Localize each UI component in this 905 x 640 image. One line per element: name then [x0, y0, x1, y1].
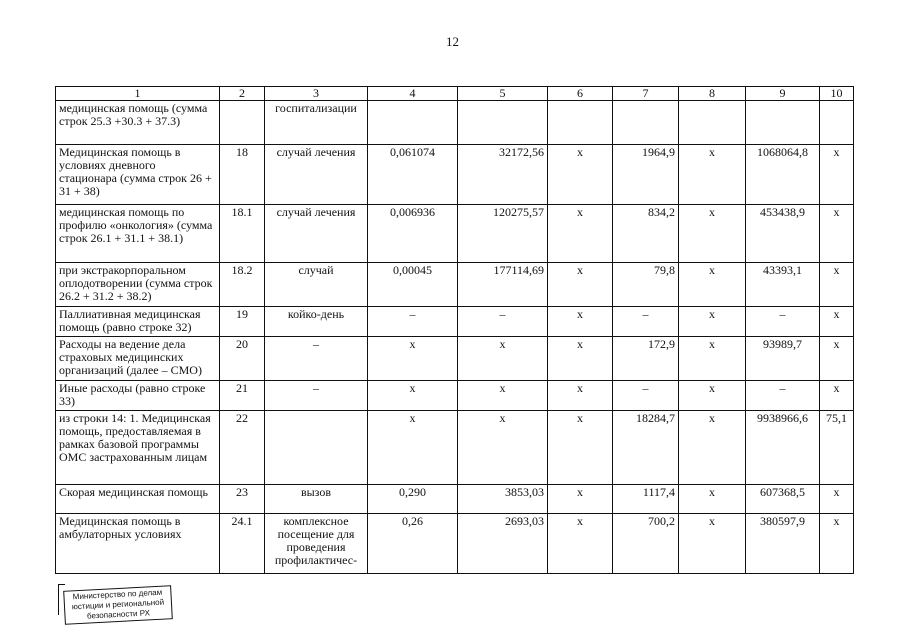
- table-cell: Медицинская помощь в условиях дневного стационара (сумма строк 26 + 31 + 38): [56, 145, 220, 205]
- table-cell: х: [679, 411, 746, 485]
- table-cell: 1068064,8: [746, 145, 820, 205]
- table-cell: х: [368, 381, 458, 411]
- table-cell: х: [548, 205, 613, 263]
- table-cell: х: [548, 381, 613, 411]
- table-cell: 43393,1: [746, 263, 820, 307]
- table-cell: [548, 101, 613, 145]
- table-cell: –: [613, 307, 679, 337]
- table-cell: х: [548, 263, 613, 307]
- data-table: [55, 86, 854, 574]
- table-cell: –: [265, 381, 368, 411]
- table-cell: Расходы на ведение дела страховых медицинских организаций (далее – СМО): [56, 337, 220, 381]
- table-cell: –: [746, 381, 820, 411]
- table-cell: х: [679, 145, 746, 205]
- table-cell: Иные расходы (равно строке 33): [56, 381, 220, 411]
- table-cell: 22: [220, 411, 265, 485]
- table-cell: комплексное посещение для проведения профилактичес-: [265, 514, 368, 574]
- table-cell: 1964,9: [613, 145, 679, 205]
- column-header: 9: [746, 87, 820, 101]
- table-cell: госпитализации: [265, 101, 368, 145]
- table-cell: случай: [265, 263, 368, 307]
- table-cell: х: [820, 205, 854, 263]
- table-cell: Медицинская помощь в амбулаторных условиях: [56, 514, 220, 574]
- table-cell: х: [548, 411, 613, 485]
- table-cell: 0,26: [368, 514, 458, 574]
- table-cell: медицинская помощь по профилю «онкология» (сумма строк 26.1 + 31.1 + 38.1): [56, 205, 220, 263]
- table-cell: х: [679, 381, 746, 411]
- table-cell: 700,2: [613, 514, 679, 574]
- table-cell: х: [679, 485, 746, 514]
- table-cell: 93989,7: [746, 337, 820, 381]
- table-cell: из строки 14: 1. Медицинская помощь, предоставляемая в рамках базовой программы ОМС застрахованным лицам: [56, 411, 220, 485]
- table-cell: [613, 101, 679, 145]
- table-cell: 2693,03: [458, 514, 548, 574]
- table-cell: 20: [220, 337, 265, 381]
- table-cell: х: [820, 337, 854, 381]
- stamp-line: Министерство по делам: [72, 587, 163, 602]
- table-cell: 177114,69: [458, 263, 548, 307]
- table-row: [56, 263, 854, 307]
- table-row: [56, 514, 854, 574]
- page-number: 12: [446, 34, 459, 49]
- table-cell: [679, 101, 746, 145]
- column-header: 8: [679, 87, 746, 101]
- table-cell: х: [820, 514, 854, 574]
- table-cell: 834,2: [613, 205, 679, 263]
- table-cell: 1117,4: [613, 485, 679, 514]
- table-cell: 453438,9: [746, 205, 820, 263]
- table-cell: вызов: [265, 485, 368, 514]
- table-cell: 172,9: [613, 337, 679, 381]
- table-cell: 24.1: [220, 514, 265, 574]
- table-cell: х: [548, 145, 613, 205]
- table-cell: койко-день: [265, 307, 368, 337]
- column-header: 4: [368, 87, 458, 101]
- table-row: [56, 337, 854, 381]
- table-cell: 9938966,6: [746, 411, 820, 485]
- table-cell: х: [548, 485, 613, 514]
- table-cell: –: [458, 307, 548, 337]
- table-row: [56, 205, 854, 263]
- table-cell: 380597,9: [746, 514, 820, 574]
- table-cell: случай лечения: [265, 145, 368, 205]
- registry-stamp: [63, 585, 173, 625]
- table-cell: 607368,5: [746, 485, 820, 514]
- table-cell: х: [820, 307, 854, 337]
- table-cell: 0,006936: [368, 205, 458, 263]
- table-cell: х: [820, 145, 854, 205]
- table-cell: –: [613, 381, 679, 411]
- table-cell: [220, 101, 265, 145]
- table-cell: [820, 101, 854, 145]
- table-cell: х: [820, 263, 854, 307]
- table-cell: при экстракорпоральном оплодотворении (сумма строк 26.2 + 31.2 + 38.2): [56, 263, 220, 307]
- header-row: [56, 87, 854, 101]
- table-row: [56, 307, 854, 337]
- table-cell: 79,8: [613, 263, 679, 307]
- table-cell: х: [679, 205, 746, 263]
- stamp-line: безопасности РХ: [86, 608, 151, 621]
- table-cell: случай лечения: [265, 205, 368, 263]
- table-cell: 18: [220, 145, 265, 205]
- table-cell: 21: [220, 381, 265, 411]
- column-header: 10: [820, 87, 854, 101]
- table-row: [56, 145, 854, 205]
- table-cell: медицинская помощь (сумма строк 25.3 +30.3 + 37.3): [56, 101, 220, 145]
- table-cell: [746, 101, 820, 145]
- column-header: 1: [56, 87, 220, 101]
- table-cell: 18284,7: [613, 411, 679, 485]
- table-cell: 18.1: [220, 205, 265, 263]
- table-row: [56, 411, 854, 485]
- table-cell: х: [368, 337, 458, 381]
- table-cell: 120275,57: [458, 205, 548, 263]
- table-cell: х: [820, 381, 854, 411]
- table-cell: 0,00045: [368, 263, 458, 307]
- column-header: 5: [458, 87, 548, 101]
- table-cell: х: [458, 337, 548, 381]
- table-cell: [458, 101, 548, 145]
- column-header: 3: [265, 87, 368, 101]
- table-cell: х: [548, 307, 613, 337]
- table-cell: х: [820, 485, 854, 514]
- table-cell: х: [548, 337, 613, 381]
- table-cell: –: [746, 307, 820, 337]
- table-cell: 32172,56: [458, 145, 548, 205]
- table-cell: х: [368, 411, 458, 485]
- table-cell: 18.2: [220, 263, 265, 307]
- table-cell: Скорая медицинская помощь: [56, 485, 220, 514]
- table-cell: 0,061074: [368, 145, 458, 205]
- table-row: [56, 485, 854, 514]
- table-cell: х: [679, 263, 746, 307]
- table-cell: 0,290: [368, 485, 458, 514]
- table-cell: 19: [220, 307, 265, 337]
- stamp-line: юстиции и региональной: [71, 597, 165, 612]
- table-cell: х: [679, 337, 746, 381]
- table-cell: х: [548, 514, 613, 574]
- table-row: [56, 101, 854, 145]
- table-cell: [265, 411, 368, 485]
- column-header: 6: [548, 87, 613, 101]
- table-row: [56, 381, 854, 411]
- table-cell: х: [458, 411, 548, 485]
- table-cell: х: [679, 307, 746, 337]
- table-cell: –: [368, 307, 458, 337]
- table-cell: 75,1: [820, 411, 854, 485]
- table-cell: –: [265, 337, 368, 381]
- column-header: 2: [220, 87, 265, 101]
- table-cell: 23: [220, 485, 265, 514]
- table-cell: х: [679, 514, 746, 574]
- table-cell: 3853,03: [458, 485, 548, 514]
- column-header: 7: [613, 87, 679, 101]
- table-cell: [368, 101, 458, 145]
- table-cell: х: [458, 381, 548, 411]
- table-cell: Паллиативная медицинская помощь (равно строке 32): [56, 307, 220, 337]
